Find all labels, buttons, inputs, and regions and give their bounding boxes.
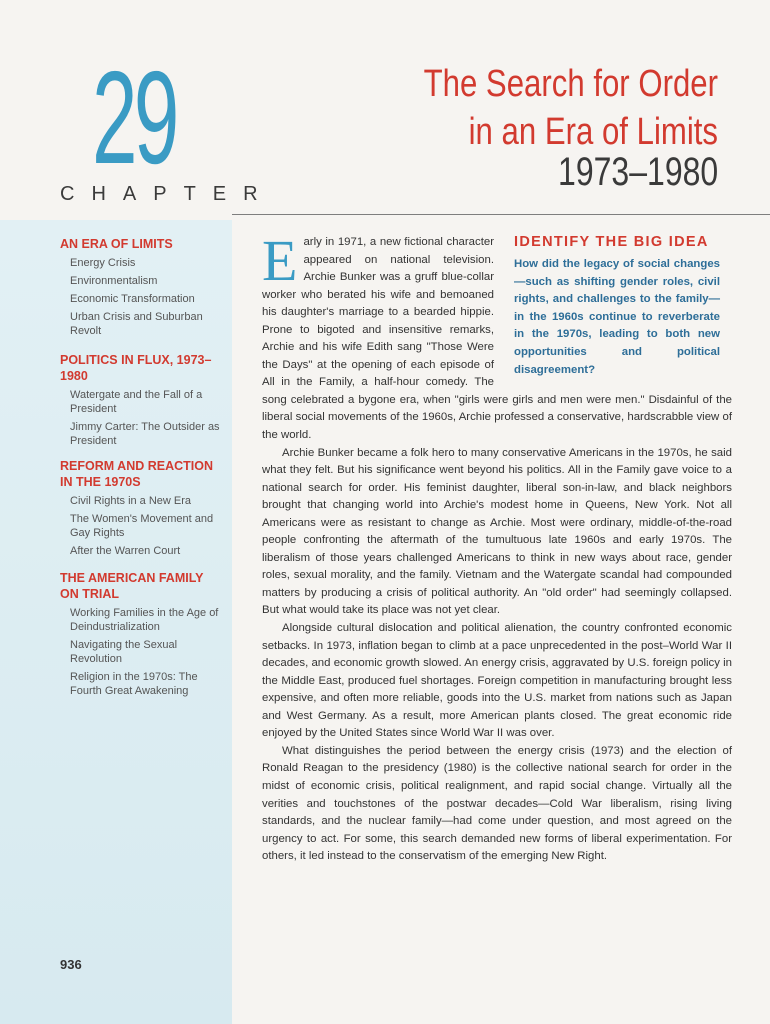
chapter-years: 1973–1980 [557, 150, 718, 194]
outline-item: Religion in the 1970s: The Fourth Great Awakening [70, 671, 198, 697]
paragraph-3: Alongside cultural dislocation and political alienation, the country confronted economic setbacks. In 1973, inflation began to climb at a pace unprecedented in the post–World War II decades, and economic growth slowed. An energy crisis, aggravated by U.S. foreign policy in the Middle East, produced fuel shortages. Foreign competition in manufacturing brought less expensive, and often more reliable, goods into the U.S. market from nations such as Japan and West Germany. As a result, more American plants closed. The great economic ride enjoyed by the United States since World War II was over. [262, 622, 732, 740]
chapter-number: 29 [92, 44, 176, 191]
outline-heading: REFORM AND REACTION IN THE 1970S [60, 459, 214, 489]
outline-item: Jimmy Carter: The Outsider as President [70, 421, 220, 447]
outline-heading: AN ERA OF LIMITS [60, 237, 173, 251]
outline-item: Civil Rights in a New Era [70, 495, 192, 507]
outline-item: Navigating the Sexual Revolution [70, 639, 178, 665]
outline-section-3 [60, 458, 225, 562]
paragraph-2: Archie Bunker became a folk hero to many conservative Americans in the 1970s, he said what they felt. But his significance went beyond his politics. All in the Family gave voice to a national search for order. His feminist daughter, liberal son-in-law, and black neighbors brought that changing world into Archie's modest home in Queens, New York. Not all Americans were as resistant to change as Archie. Most were ordinary, middle-of-the-road people confronting the aftermath of the tumultuous late 1960s and early 1970s. The liberalism of those years challenged Americans to think in new ways about race, gender roles, sexual morality, and the family. Vietnam and the Watergate scandal had compounded matters by producing a crisis of political authority. An "old order" had seemingly collapsed. But what would take its place was not yet clear. [262, 446, 732, 617]
outline-item: Energy Crisis [70, 257, 136, 269]
outline-item: After the Warren Court [70, 545, 181, 557]
chapter-intro-text [262, 228, 732, 866]
outline-item: Watergate and the Fall of a President [70, 389, 203, 415]
outline-item: Urban Crisis and Suburban Revolt [70, 311, 203, 337]
paragraph-1: arly in 1971, a new fictional character appeared on national television. Archie Bunker was a gruff blue-collar worker who berated his wife and bemoaned his daughter's marriage to a bearded hippie. Prone to bigoted and insensitive remarks, Archie and his wife Edith sang "Those Were the Days" at the opening of each episode of All in the Family, a half-hour comedy. The song celebrated a bygone era, when "girls were girls and men were men." Disdainful of the liberal social movements of the 1960s, Archie professed a conservative, hardscrabble view of the world. [262, 236, 732, 442]
drop-cap: E [262, 228, 298, 293]
chapter-label: CHAPTER [60, 183, 275, 205]
outline-heading: THE AMERICAN FAMILY ON TRIAL [60, 571, 204, 601]
outline-item: The Women's Movement and Gay Rights [70, 513, 214, 539]
outline-heading: POLITICS IN FLUX, 1973–1980 [60, 353, 212, 383]
chapter-outline-sidebar [0, 220, 232, 1024]
page-number: 936 [60, 957, 82, 972]
outline-item: Economic Transformation [70, 293, 195, 305]
title-line-1: The Search for Order [423, 63, 718, 105]
outline-section-2 [60, 352, 225, 452]
outline-item: Environmentalism [70, 275, 158, 287]
big-idea-question: How did the legacy of social changes—such as shifting gender roles, civil rights, and challenges to the family—in the 1960s continue to reverberate in the 1970s, leading to both new opportunities and political disagreement? [514, 258, 720, 376]
chapter-title [341, 60, 718, 156]
title-divider [232, 214, 770, 215]
big-idea-title: IDENTIFY THE BIG IDEA [514, 234, 709, 250]
title-line-2: in an Era of Limits [468, 111, 718, 153]
big-idea-spacer [494, 234, 732, 389]
outline-item: Working Families in the Age of Deindustrialization [70, 607, 219, 633]
paragraph-4: What distinguishes the period between the energy crisis (1973) and the election of Ronald Reagan to the presidency (1980) is the collective national search for order in the midst of economic crisis, political realignment, and rapid social change. Virtually all the verities and touchstones of the postwar decades—Cold War liberalism, rising living standards, and the nuclear family—had come under question, and most agreed on the urgency to act. For some, this search demanded new forms of liberal experimentation. For others, it led instead to the conservatism of the emerging New Right. [262, 744, 732, 863]
outline-section-4 [60, 570, 225, 702]
outline-section-1 [60, 236, 225, 342]
